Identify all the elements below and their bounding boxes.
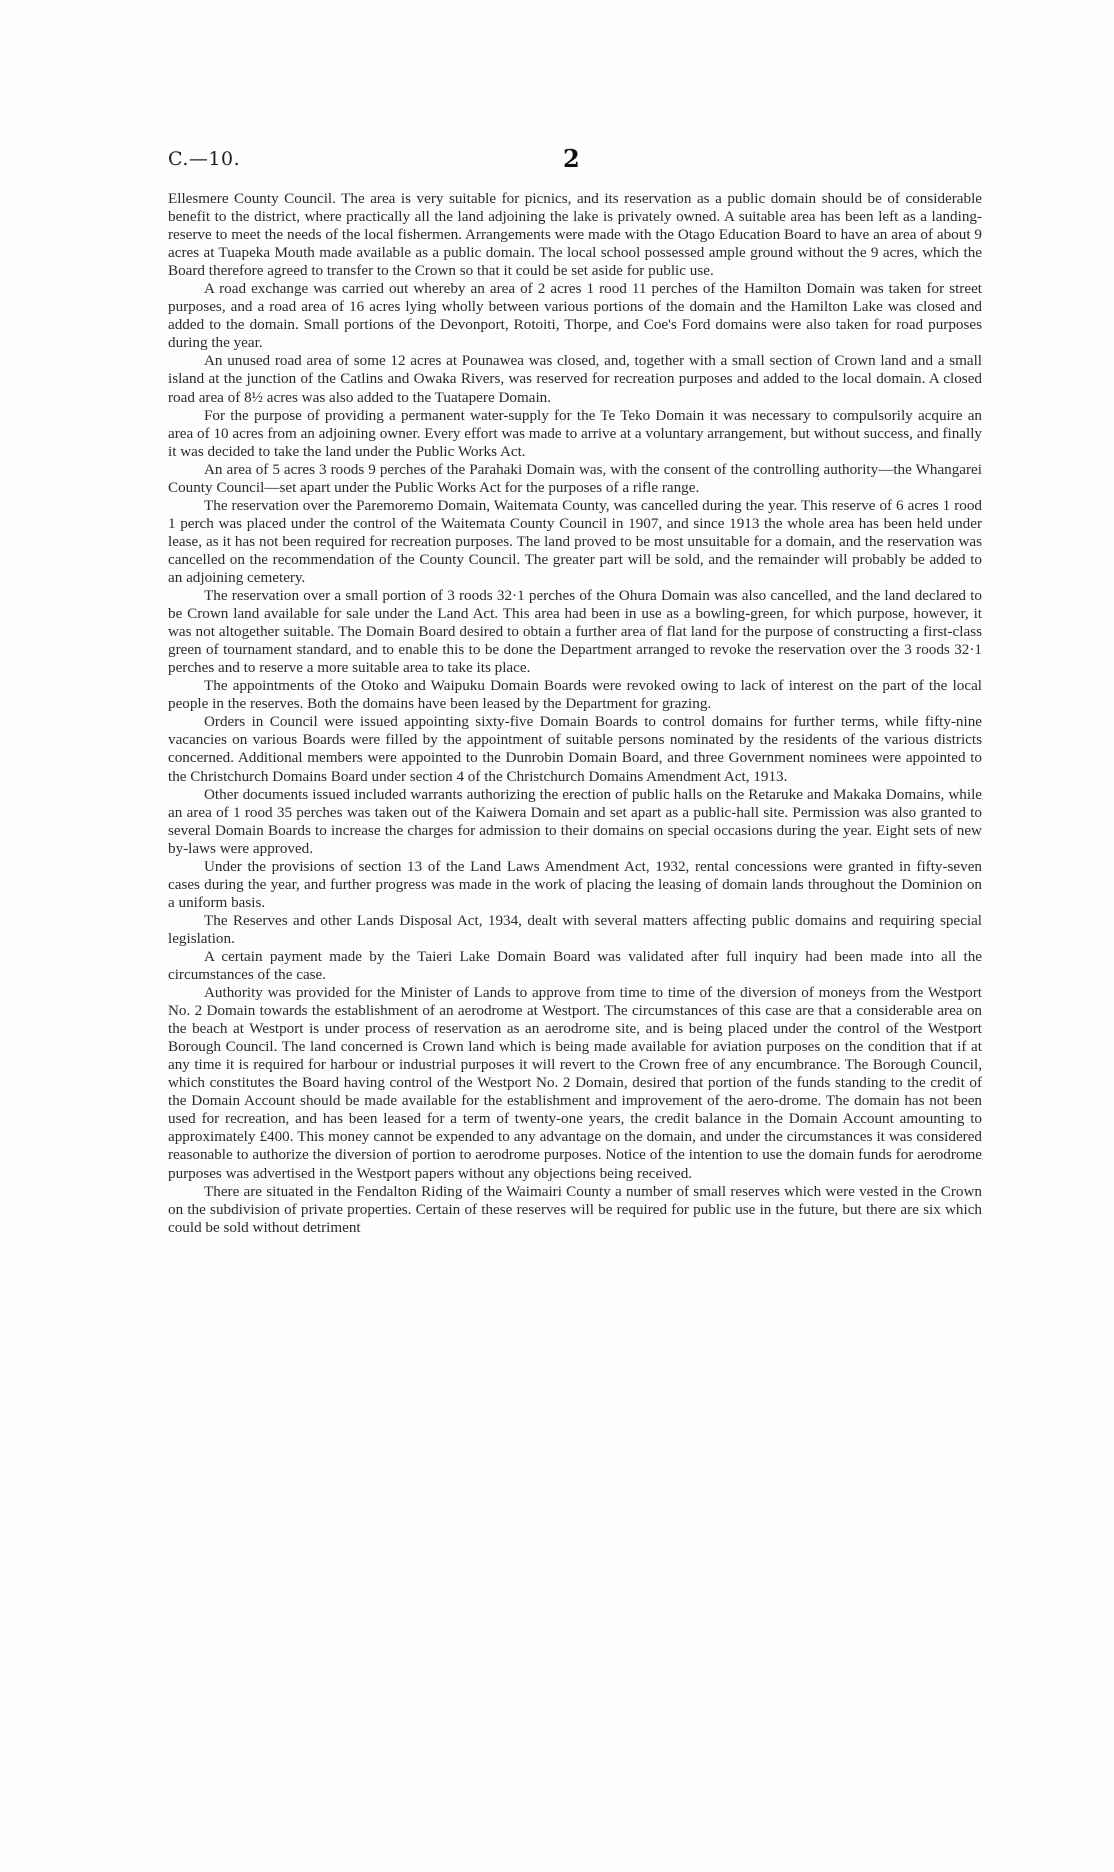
paragraph: Ellesmere County Council. The area is very suitable for picnics, and its reservation as a public domain should be of considerable benefit to the district, where practically all the land adjoining the lake is privately owned. A suitable area has been left as a landing-reserve to meet the needs of the local fishermen. Arrangements were made with the Otago Education Board to have an area of about 9 acres at Tuapeka Mouth made available as a public domain. The local school possessed ample ground without the 9 acres, which the Board therefore agreed to transfer to the Crown so that it could be set aside for public use. [168, 190, 982, 280]
page-number: 2 [563, 144, 580, 173]
paragraph: An area of 5 acres 3 roods 9 perches of the Parahaki Domain was, with the consent of the controlling authority—the Whangarei County Council—set apart under the Public Works Act for the purposes of a rifle range. [168, 460, 982, 496]
body-text [168, 190, 982, 1237]
page-header [168, 144, 982, 180]
paragraph: A road exchange was carried out whereby an area of 2 acres 1 rood 11 perches of the Hamilton Domain was taken for street purposes, and a road area of 16 acres lying wholly between various portions of the domain and the Hamilton Lake was closed and added to the domain. Small portions of the Devonport, Rotoiti, Thorpe, and Coe's Ford domains were also taken for road purposes during the year. [168, 280, 982, 352]
paragraph: There are situated in the Fendalton Riding of the Waimairi County a number of small reserves which were vested in the Crown on the subdivision of private properties. Certain of these reserves will be required for public use in the future, but there are six which could be sold without detriment [168, 1182, 982, 1236]
paragraph: Authority was provided for the Minister of Lands to approve from time to time of the diversion of moneys from the Westport No. 2 Domain towards the establishment of an aerodrome at Westport. The circumstances of this case are that a considerable area on the beach at Westport is under process of reservation as an aerodrome site, and is being placed under the control of the Westport Borough Council. The land concerned is Crown land which is being made available for aviation purposes on the condition that if at any time it is required for harbour or industrial purposes it will revert to the Crown free of any encumbrance. The Borough Council, which constitutes the Board having control of the Westport No. 2 Domain, desired that portion of the funds standing to the credit of the Domain Account should be made available for the establishment and improvement of the aero-drome. The domain has not been used for recreation, and has been leased for a term of twenty-one years, the credit balance in the Domain Account amounting to approximately £400. This money cannot be expended to any advantage on the domain, and under the circumstances it was considered reasonable to authorize the diversion of portion to aerodrome purposes. Notice of the intention to use the domain funds for aerodrome purposes was advertised in the Westport papers without any objections being received. [168, 984, 982, 1182]
paragraph: The reservation over the Paremoremo Domain, Waitemata County, was cancelled during the year. This reserve of 6 acres 1 rood 1 perch was placed under the control of the Waitemata County Council in 1907, and since 1913 the whole area has been held under lease, as it has not been required for recreation purposes. The land proved to be most unsuitable for a domain, and the reservation was cancelled on the recommendation of the County Council. The greater part will be sold, and the remainder will probably be added to an adjoining cemetery. [168, 496, 982, 586]
paragraph: A certain payment made by the Taieri Lake Domain Board was validated after full inquiry had been made into all the circumstances of the case. [168, 947, 982, 984]
paragraph: Other documents issued included warrants authorizing the erection of public halls on the Retaruke and Makaka Domains, while an area of 1 rood 35 perches was taken out of the Kaiwera Domain and set apart as a public-hall site. Permission was also granted to several Domain Boards to increase the charges for admission to their domains on special occasions during the year. Eight sets of new by-laws were approved. [168, 785, 982, 857]
paragraph: The reservation over a small portion of 3 roods 32·1 perches of the Ohura Domain was also cancelled, and the land declared to be Crown land available for sale under the Land Act. This area had been in use as a bowling-green, for which purpose, however, it was not altogether suitable. The Domain Board desired to obtain a further area of flat land for the purpose of constructing a first-class green of tournament standard, and to enable this to be done the Department arranged to revoke the reservation over the 3 roods 32·1 perches and to reserve a more suitable area to take its place. [168, 587, 982, 677]
paragraph: Under the provisions of section 13 of the Land Laws Amendment Act, 1932, rental concessions were granted in fifty-seven cases during the year, and further progress was made in the work of placing the leasing of domain lands throughout the Dominion on a uniform basis. [168, 857, 982, 911]
paragraph: An unused road area of some 12 acres at Pounawea was closed, and, together with a small section of Crown land and a small island at the junction of the Catlins and Owaka Rivers, was reserved for recreation purposes and added to the local domain. A closed road area of 8½ acres was also added to the Tuatapere Domain. [168, 352, 982, 406]
paragraph: The appointments of the Otoko and Waipuku Domain Boards were revoked owing to lack of interest on the part of the local people in the reserves. Both the domains have been leased by the Department for grazing. [168, 677, 982, 713]
document-reference: C.—10. [168, 148, 241, 170]
paragraph: Orders in Council were issued appointing sixty-five Domain Boards to control domains for further terms, while fifty-nine vacancies on various Boards were filled by the appointment of suitable persons nominated by the residents of the various districts concerned. Additional members were appointed to the Dunrobin Domain Board, and three Government nominees were appointed to the Christchurch Domains Board under section 4 of the Christchurch Domains Amendment Act, 1913. [168, 713, 982, 785]
paragraph: For the purpose of providing a permanent water-supply for the Te Teko Domain it was necessary to compulsorily acquire an area of 10 acres from an adjoining owner. Every effort was made to arrive at a voluntary arrangement, but without success, and finally it was decided to take the land under the Public Works Act. [168, 406, 982, 460]
paragraph: The Reserves and other Lands Disposal Act, 1934, dealt with several matters affecting public domains and requiring special legislation. [168, 911, 982, 947]
